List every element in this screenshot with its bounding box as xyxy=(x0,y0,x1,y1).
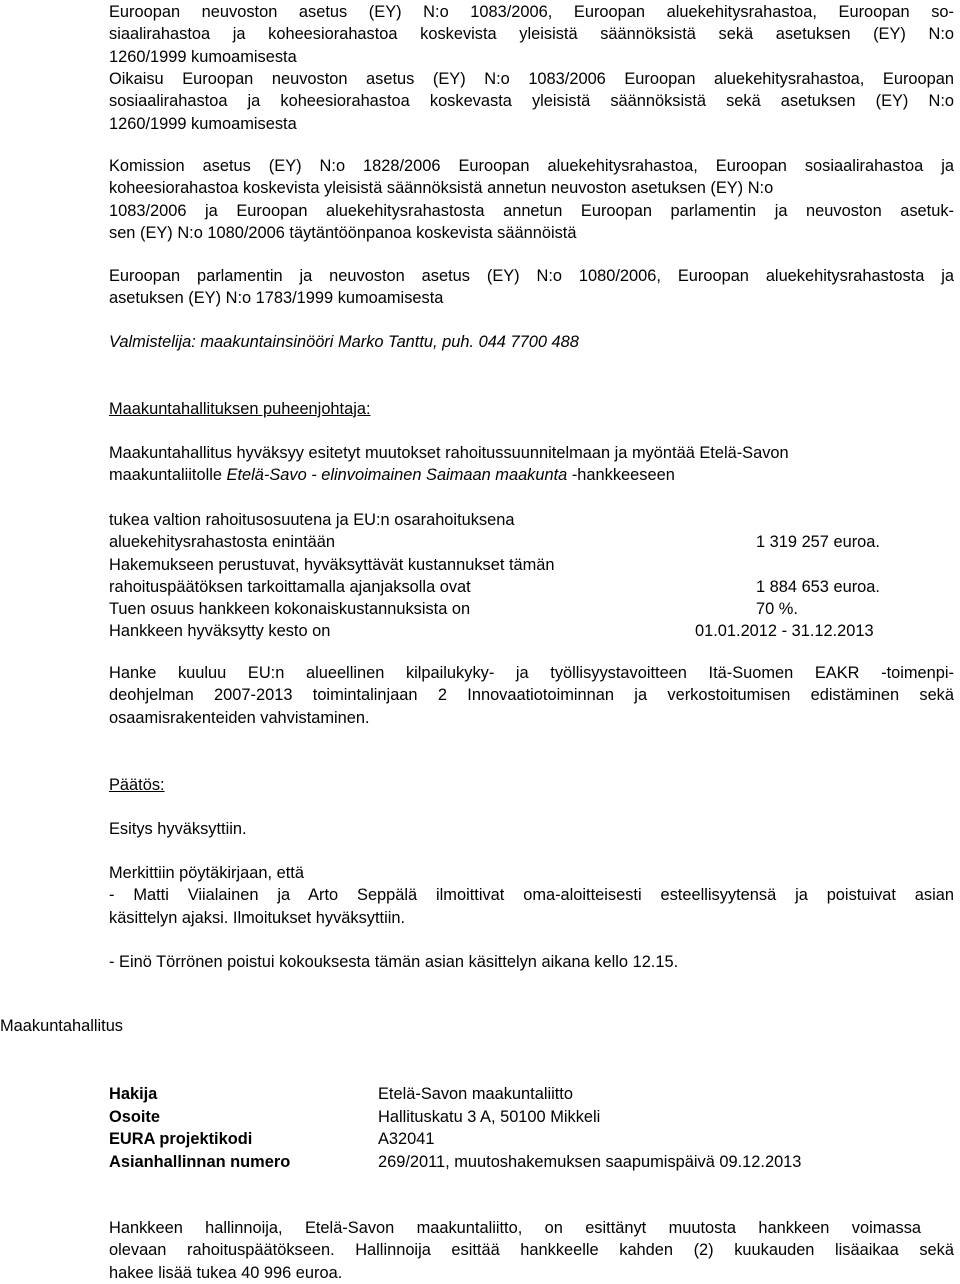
program-line-1: Hanke kuuluu EU:n alueellinen kilpailukyky- ja työllisyystavoitteen Itä-Suomen EAKR -toimenpi- xyxy=(109,664,954,682)
regulation-4-line-2: asetuksen (EY) N:o 1783/1999 kumoamisesta xyxy=(109,289,444,308)
regulation-4-line-1: Euroopan parlamentin ja neuvoston asetus (EY) N:o 1080/2006, Euroopan aluekehitysrahastosta ja xyxy=(109,267,954,285)
funding-row-4-value: 01.01.2012 - 31.12.2013 xyxy=(695,622,874,641)
regulation-2-line-1: Oikaisu Euroopan neuvoston asetus (EY) N:o 1083/2006 Euroopan aluekehitysrahastoa, Euroopan xyxy=(109,70,954,88)
funding-row-2-value: 1 884 653 euroa. xyxy=(756,577,880,596)
info-key: EURA projektikodi xyxy=(109,1130,253,1148)
funding-row-1-value: 1 319 257 euroa. xyxy=(756,533,880,552)
info-value: Hallituskatu 3 A, 50100 Mikkeli xyxy=(378,1107,601,1126)
info-value: A32041 xyxy=(378,1130,435,1148)
funding-row-4-label: Hankkeen hyväksytty kesto on xyxy=(109,622,331,641)
info-row-case-number xyxy=(109,1151,954,1174)
decision-accepted xyxy=(109,818,954,840)
regulation-2-line-2: sosiaalirahastoa ja koheesiorahastoa koskevasta yleisistä säännöksistä sekä asetuksen (EY) N:o xyxy=(109,92,954,111)
info-row-applicant xyxy=(109,1083,954,1106)
info-value: Etelä-Savon maakuntaliitto xyxy=(378,1085,573,1103)
closing-line-1: Hankkeen hallinnoija, Etelä-Savon maakuntaliitto, on esittänyt muutosta hankkeen voimassa xyxy=(109,1219,921,1237)
info-key: Osoite xyxy=(109,1107,161,1126)
regulation-2-line-3: 1260/1999 kumoamisesta xyxy=(109,114,297,133)
funding-row-share xyxy=(109,598,954,620)
funding-section xyxy=(109,509,954,643)
proposal-line-2-post: -hankkeeseen xyxy=(567,466,675,485)
regulation-3-line-2: koheesiorahastoa koskevista yleisistä säännöksistä annetun neuvoston asetuksen (EY) N:o xyxy=(109,179,774,198)
regulation-3-line-3: 1083/2006 ja Euroopan aluekehitysrahastosta annetun Euroopan parlamentin ja neuvoston asetuk- xyxy=(109,201,954,220)
funding-row-3-label: Tuen osuus hankkeen kokonaiskustannuksista on xyxy=(109,600,471,619)
regulation-3-line-4: sen (EY) N:o 1080/2006 täytäntöönpanoa koskevista säännöistä xyxy=(109,223,577,242)
funding-row-3-value: 70 %. xyxy=(756,600,798,619)
proposal xyxy=(109,442,954,487)
funding-row-costs xyxy=(109,576,954,598)
info-key: Asianhallinnan numero xyxy=(109,1152,291,1171)
regulation-1 xyxy=(109,1,954,68)
program-paragraph xyxy=(109,662,954,729)
proposal-line-2-pre: maakuntaliitolle xyxy=(109,466,227,485)
side-label-board: Maakuntahallitus xyxy=(0,1017,124,1035)
info-key: Hakija xyxy=(109,1085,158,1103)
funding-row-2-label-a: Hakemukseen perustuvat, hyväksyttävät kustannukset tämän xyxy=(109,555,555,574)
preparer-line xyxy=(109,331,954,353)
regulation-3-line-1: Komission asetus (EY) N:o 1828/2006 Euroopan aluekehitysrahastoa, Euroopan sosiaalirahastoa ja xyxy=(109,157,954,175)
preparer-text: Valmistelija: maakuntainsinööri Marko Tanttu, puh. 044 7700 488 xyxy=(109,333,579,351)
minutes-note-1-b: käsittelyn ajaksi. Ilmoitukset hyväksyttiin. xyxy=(109,908,406,927)
info-value: 269/2011, muutoshakemuksen saapumispäivä 09.12.2013 xyxy=(378,1152,802,1171)
regulation-3 xyxy=(109,155,954,244)
chair-heading xyxy=(109,398,954,420)
program-line-3: osaamisrakenteiden vahvistaminen. xyxy=(109,708,370,727)
funding-row-2-label-b: rahoituspäätöksen tarkoittamalla ajanjaksolla ovat xyxy=(109,577,471,596)
program-line-2: deohjelman 2007-2013 toimintalinjaan 2 Innovaatiotoiminnan ja verkostoitumisen edistäminen sekä xyxy=(109,686,954,705)
regulation-1-line-1: Euroopan neuvoston asetus (EY) N:o 1083/2006, Euroopan aluekehitysrahastoa, Euroopan so- xyxy=(109,3,954,21)
closing-line-3: hakee lisää tukea 40 996 euroa. xyxy=(109,1263,343,1282)
funding-row-1-label: aluekehitysrahastosta enintään xyxy=(109,533,335,552)
regulation-2 xyxy=(109,68,954,135)
decision-heading-text: Päätös: xyxy=(109,776,165,794)
minutes-note-1-a: - Matti Viialainen ja Arto Seppälä ilmoittivat oma-aloitteisesti esteellisyytensä ja poistuivat asian xyxy=(109,886,954,905)
project-name: Etelä-Savo - elinvoimainen Saimaan maakunta xyxy=(226,466,568,485)
regulation-1-line-2: siaalirahastoa ja koheesiorahastoa koskevista yleisistä säännöksistä sekä asetuksen (EY) N:o xyxy=(109,25,954,44)
decision-heading xyxy=(109,774,954,796)
minutes-intro: Merkittiin pöytäkirjaan, että xyxy=(109,864,304,882)
funding-row-max-aid xyxy=(109,531,954,553)
decision-accepted-text: Esitys hyväksyttiin. xyxy=(109,820,247,838)
application-info xyxy=(109,1083,954,1173)
info-row-eura-code xyxy=(109,1128,954,1151)
minutes-note-2-text: - Einö Törrönen poistui kokouksesta tämän asian käsittelyn aikana kello 12.15. xyxy=(109,953,679,971)
chair-heading-text: Maakuntahallituksen puheenjohtaja: xyxy=(109,400,371,418)
proposal-line-2 xyxy=(109,464,954,486)
closing-paragraph xyxy=(109,1217,954,1284)
minutes-notes xyxy=(109,862,954,929)
closing-line-2: olevaan rahoituspäätökseen. Hallinnoija esittää hankkeelle kahden (2) kuukauden lisäaikaa sekä xyxy=(109,1241,954,1260)
info-row-address xyxy=(109,1106,954,1129)
regulation-4 xyxy=(109,265,954,310)
minutes-note-2 xyxy=(109,951,954,973)
funding-row-duration xyxy=(109,620,954,642)
regulation-1-line-3: 1260/1999 kumoamisesta xyxy=(109,47,297,66)
proposal-line-1: Maakuntahallitus hyväksyy esitetyt muutokset rahoitussuunnitelmaan ja myöntää Etelä-Savon xyxy=(109,444,789,462)
funding-intro: tukea valtion rahoitusosuutena ja EU:n osarahoituksena xyxy=(109,511,515,529)
